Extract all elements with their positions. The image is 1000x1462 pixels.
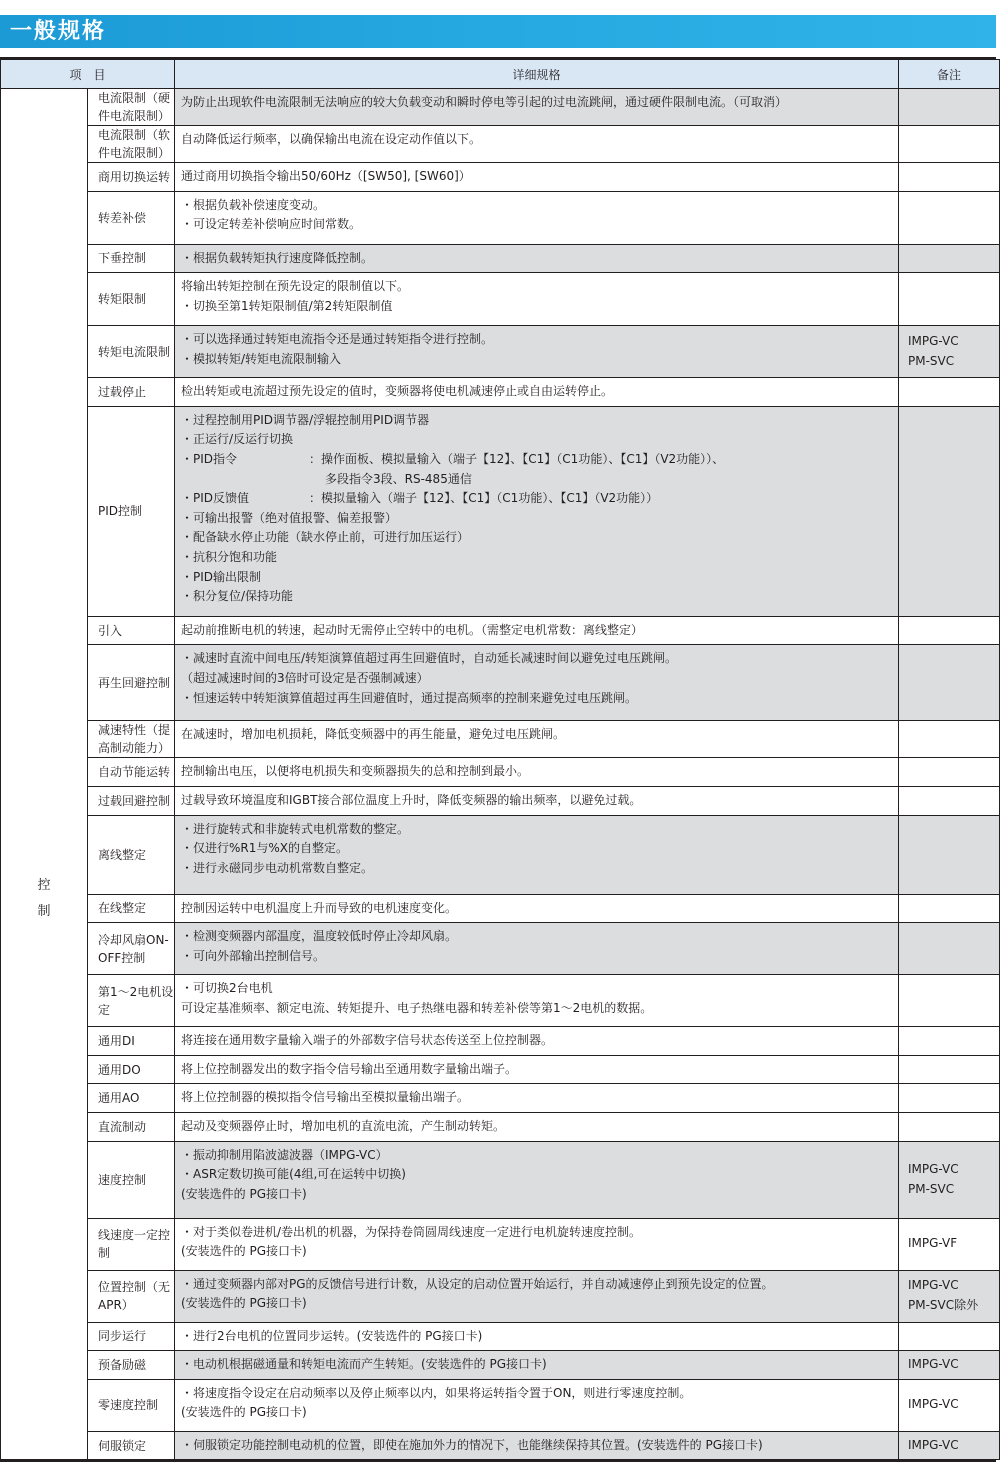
detail-line: 通过商用切换指令输出50/60Hz（[SW50], [SW60]） bbox=[181, 169, 471, 183]
detail-cell bbox=[175, 326, 899, 378]
table-row bbox=[1, 191, 1000, 244]
detail-line: 控制因运转中电机温度上升而导致的电机速度变化。 bbox=[181, 900, 458, 915]
detail-cell bbox=[175, 1322, 899, 1351]
detail-cell bbox=[175, 645, 899, 721]
table-row bbox=[1, 721, 1000, 758]
item-name: 同步运行 bbox=[88, 1322, 175, 1351]
table-row bbox=[1, 758, 1000, 787]
table-row bbox=[1, 1084, 1000, 1113]
detail-line: 可设定基准频率、额定电流、转矩提升、电子热继电器和转差补偿等第1～2电机的数据。 bbox=[181, 1000, 653, 1015]
table-row bbox=[1, 1055, 1000, 1084]
detail-line: 过载导致环境温度和IGBT接合部位温度上升时，降低变频器的输出频率，以避免过载。 bbox=[181, 792, 642, 807]
detail-line: 自动降低运行频率，以确保输出电流在设定动作值以下。 bbox=[181, 132, 482, 146]
detail-cell bbox=[175, 163, 899, 192]
note-cell bbox=[899, 1218, 1000, 1270]
detail-cell bbox=[175, 786, 899, 815]
item-name: PID控制 bbox=[88, 406, 175, 616]
item-name: 位置控制（无APR） bbox=[88, 1270, 175, 1322]
detail-line: ・根据负载转矩执行速度降低控制。 bbox=[181, 250, 374, 265]
detail-cell bbox=[175, 616, 899, 645]
detail-line: ・可切换2台电机 bbox=[181, 981, 273, 996]
detail-line: 多段指令3段、RS-485通信 bbox=[181, 471, 472, 486]
category-label: 控 bbox=[37, 878, 51, 894]
note-cell bbox=[899, 273, 1000, 326]
table-row bbox=[1, 1027, 1000, 1056]
table-row bbox=[1, 616, 1000, 645]
detail-line: (安装选件的 PG接口卡) bbox=[181, 1296, 307, 1311]
detail-cell bbox=[175, 1379, 899, 1431]
item-name: 电流限制（软件电流限制） bbox=[88, 126, 175, 163]
table-row bbox=[1, 89, 1000, 126]
note-cell bbox=[899, 1027, 1000, 1056]
note-cell bbox=[899, 326, 1000, 378]
note-cell bbox=[899, 1141, 1000, 1218]
detail-cell bbox=[175, 1027, 899, 1056]
detail-line: 将上位控制器发出的数字指令信号输出至通用数字量输出端子。 bbox=[181, 1061, 518, 1076]
note-cell bbox=[899, 126, 1000, 163]
table-row bbox=[1, 1218, 1000, 1270]
detail-line: ・ASR定数切换可能(4组,可在运转中切换) bbox=[181, 1167, 406, 1182]
table-row bbox=[1, 244, 1000, 273]
detail-line: ・根据负载补偿速度变动。 bbox=[181, 197, 326, 212]
item-name: 转矩限制 bbox=[88, 273, 175, 326]
table-row bbox=[1, 1112, 1000, 1141]
item-name: 过载回避控制 bbox=[88, 786, 175, 815]
note-line: IMPG-VC bbox=[908, 1397, 959, 1412]
detail-line: ・通过变频器内部对PG的反馈信号进行计数，从设定的启动位置开始运行，并自动减速停止到预先设定的位置。 bbox=[181, 1276, 774, 1291]
detail-line: 将上位控制器的模拟指令信号输出至模拟量输出端子。 bbox=[181, 1090, 470, 1105]
item-name: 预备励磁 bbox=[88, 1351, 175, 1380]
category-label: 制 bbox=[37, 904, 51, 920]
note-cell bbox=[899, 1084, 1000, 1113]
page-title: 一般规格 bbox=[10, 19, 107, 44]
detail-line: ・振动抑制用陷波滤波器（IMPG-VC） bbox=[181, 1147, 388, 1162]
detail-cell bbox=[175, 1141, 899, 1218]
detail-line: ・可向外部输出控制信号。 bbox=[181, 948, 326, 963]
table-row bbox=[1, 923, 1000, 975]
detail-line: ・对于类似卷进机/卷出机的机器，为保持卷筒圆周线速度一定进行电机旋转速度控制。 bbox=[181, 1224, 642, 1239]
detail-cell bbox=[175, 975, 899, 1027]
note-cell bbox=[899, 1270, 1000, 1322]
note-cell bbox=[899, 244, 1000, 273]
spec-table-body bbox=[1, 89, 1000, 1460]
table-row bbox=[1, 326, 1000, 378]
detail-cell bbox=[175, 815, 899, 894]
table-row bbox=[1, 1141, 1000, 1218]
item-name: 冷却风扇ON-OFF控制 bbox=[88, 923, 175, 975]
detail-cell bbox=[175, 894, 899, 923]
detail-cell bbox=[175, 244, 899, 273]
detail-cell bbox=[175, 1218, 899, 1270]
detail-line: （超过减速时间的3倍时可设定是否强制减速） bbox=[181, 670, 429, 685]
detail-line: ・可输出报警（绝对值报警、偏差报警） bbox=[181, 510, 398, 525]
detail-cell bbox=[175, 758, 899, 787]
detail-line: 为防止出现软件电流限制无法响应的较大负载变动和瞬时停电等引起的过电流跳闸，通过硬件限制电流。（可取消） bbox=[181, 95, 788, 109]
detail-line: ・配备缺水停止功能（缺水停止前，可进行加压运行） bbox=[181, 530, 470, 545]
item-name: 通用DI bbox=[88, 1027, 175, 1056]
item-name: 自动节能运转 bbox=[88, 758, 175, 787]
note-cell bbox=[899, 163, 1000, 192]
note-cell bbox=[899, 721, 1000, 758]
detail-line: ・进行旋转式和非旋转式电机常数的整定。 bbox=[181, 821, 410, 836]
item-name: 通用AO bbox=[88, 1084, 175, 1113]
detail-cell bbox=[175, 1431, 899, 1460]
detail-cell bbox=[175, 923, 899, 975]
item-name: 下垂控制 bbox=[88, 244, 175, 273]
note-cell bbox=[899, 406, 1000, 616]
note-cell bbox=[899, 1322, 1000, 1351]
detail-line: (安装选件的 PG接口卡) bbox=[181, 1405, 307, 1420]
detail-line: 检出转矩或电流超过预先设定的值时，变频器将使电机减速停止或自由运转停止。 bbox=[181, 384, 614, 399]
table-row bbox=[1, 975, 1000, 1027]
item-name: 再生回避控制 bbox=[88, 645, 175, 721]
table-row bbox=[1, 378, 1000, 407]
detail-cell bbox=[175, 721, 899, 758]
header-item: 项 目 bbox=[1, 60, 175, 89]
detail-cell bbox=[175, 89, 899, 126]
note-line: PM-SVC bbox=[908, 1181, 955, 1196]
table-row bbox=[1, 163, 1000, 192]
note-cell bbox=[899, 1055, 1000, 1084]
detail-line: 控制输出电压，以便将电机损失和变频器损失的总和控制到最小。 bbox=[181, 764, 530, 779]
item-name: 过载停止 bbox=[88, 378, 175, 407]
note-cell bbox=[899, 975, 1000, 1027]
item-name: 通用DO bbox=[88, 1055, 175, 1084]
note-cell bbox=[899, 786, 1000, 815]
detail-line: ・正运行/反运行切换 bbox=[181, 432, 294, 447]
detail-cell bbox=[175, 1270, 899, 1322]
detail-cell bbox=[175, 1084, 899, 1113]
detail-line: 将连接在通用数字量输入端子的外部数字信号状态传送至上位控制器。 bbox=[181, 1033, 554, 1048]
detail-line: ・检测变频器内部温度，温度较低时停止冷却风扇。 bbox=[181, 929, 458, 944]
item-name: 伺服锁定 bbox=[88, 1431, 175, 1460]
table-row bbox=[1, 1351, 1000, 1380]
note-cell bbox=[899, 923, 1000, 975]
detail-line: ・电动机根据磁通量和转矩电流而产生转矩。(安装选件的 PG接口卡) bbox=[181, 1357, 547, 1372]
detail-line: ・PID输出限制 bbox=[181, 569, 262, 584]
table-row bbox=[1, 815, 1000, 894]
note-cell bbox=[899, 645, 1000, 721]
detail-cell bbox=[175, 1112, 899, 1141]
header-row bbox=[1, 60, 1000, 89]
section-banner bbox=[0, 15, 996, 48]
item-name: 引入 bbox=[88, 616, 175, 645]
detail-cell bbox=[175, 126, 899, 163]
detail-line: 将输出转矩控制在预先设定的限制值以下。 bbox=[181, 279, 410, 294]
table-row bbox=[1, 894, 1000, 923]
note-line: IMPG-VF bbox=[908, 1236, 958, 1251]
item-name: 商用切换运转 bbox=[88, 163, 175, 192]
detail-line: ・可以选择通过转矩电流指令还是通过转矩指令进行控制。 bbox=[181, 332, 494, 347]
note-line: IMPG-VC bbox=[908, 1278, 959, 1293]
note-line: IMPG-VC bbox=[908, 1357, 959, 1372]
item-name: 速度控制 bbox=[88, 1141, 175, 1218]
detail-line: (安装选件的 PG接口卡) bbox=[181, 1244, 307, 1259]
item-name: 离线整定 bbox=[88, 815, 175, 894]
detail-line: ・切换至第1转矩限制值/第2转矩限制值 bbox=[181, 298, 393, 313]
note-cell bbox=[899, 815, 1000, 894]
note-cell bbox=[899, 89, 1000, 126]
table-row bbox=[1, 1270, 1000, 1322]
detail-cell bbox=[175, 378, 899, 407]
detail-line: ・PID指令 ：操作面板、模拟量输入（端子【12】、【C1】（C1功能）、【C1】（V2功能））、 bbox=[181, 451, 725, 466]
item-name: 电流限制（硬件电流限制） bbox=[88, 89, 175, 126]
note-line: PM-SVC除外 bbox=[908, 1298, 979, 1313]
detail-line: ・过程控制用PID调节器/浮辊控制用PID调节器 bbox=[181, 412, 430, 427]
note-line: IMPG-VC bbox=[908, 334, 959, 349]
item-name: 第1～2电机设定 bbox=[88, 975, 175, 1027]
detail-line: ・仅进行%R1与%X的自整定。 bbox=[181, 841, 348, 856]
table-row bbox=[1, 406, 1000, 616]
table-row bbox=[1, 1322, 1000, 1351]
detail-line: (安装选件的 PG接口卡) bbox=[181, 1186, 307, 1201]
detail-line: ・进行2台电机的位置同步运转。(安装选件的 PG接口卡) bbox=[181, 1328, 483, 1343]
detail-line: 起动及变频器停止时，增加电机的直流电流，产生制动转矩。 bbox=[181, 1118, 506, 1133]
item-name: 零速度控制 bbox=[88, 1379, 175, 1431]
table-row bbox=[1, 1379, 1000, 1431]
detail-cell bbox=[175, 1055, 899, 1084]
note-cell bbox=[899, 616, 1000, 645]
detail-line: ・可设定转差补偿响应时间常数。 bbox=[181, 217, 362, 232]
item-name: 转差补偿 bbox=[88, 191, 175, 244]
note-cell bbox=[899, 191, 1000, 244]
note-cell bbox=[899, 894, 1000, 923]
note-cell bbox=[899, 758, 1000, 787]
note-cell bbox=[899, 1351, 1000, 1380]
detail-line: ・模拟转矩/转矩电流限制输入 bbox=[181, 351, 342, 366]
item-name: 减速特性（提高制动能力） bbox=[88, 721, 175, 758]
detail-line: ・PID反馈值 ：模拟量输入（端子【12】、【C1】（C1功能）、【C1】（V2功能）） bbox=[181, 491, 659, 506]
item-name: 转矩电流限制 bbox=[88, 326, 175, 378]
table-row bbox=[1, 126, 1000, 163]
note-line: IMPG-VC bbox=[908, 1161, 959, 1176]
detail-cell bbox=[175, 191, 899, 244]
note-cell bbox=[899, 378, 1000, 407]
note-cell bbox=[899, 1112, 1000, 1141]
detail-line: ・伺服锁定功能控制电动机的位置，即使在施加外力的情况下，也能继续保持其位置。(安装选件的 PG接口卡) bbox=[181, 1437, 763, 1452]
category-cell bbox=[1, 89, 88, 1460]
detail-cell bbox=[175, 1351, 899, 1380]
detail-line: ・减速时直流中间电压/转矩演算值超过再生回避值时，自动延长减速时间以避免过电压跳闸。 bbox=[181, 651, 678, 666]
item-name: 直流制动 bbox=[88, 1112, 175, 1141]
header-note: 备注 bbox=[899, 60, 1000, 89]
detail-line: ・抗积分饱和功能 bbox=[181, 549, 278, 564]
detail-line: ・恒速运转中转矩演算值超过再生回避值时，通过提高频率的控制来避免过电压跳闸。 bbox=[181, 690, 638, 705]
item-name: 线速度一定控制 bbox=[88, 1218, 175, 1270]
item-name: 在线整定 bbox=[88, 894, 175, 923]
note-line: IMPG-VC bbox=[908, 1437, 959, 1452]
table-row bbox=[1, 786, 1000, 815]
detail-cell bbox=[175, 406, 899, 616]
note-cell bbox=[899, 1379, 1000, 1431]
spec-table bbox=[0, 59, 1000, 1460]
detail-line: 起动前推断电机的转速，起动时无需停止空转中的电机。（需整定电机常数：离线整定） bbox=[181, 622, 644, 637]
note-line: PM-SVC bbox=[908, 353, 955, 368]
detail-line: 在减速时，增加电机损耗，降低变频器中的再生能量，避免过电压跳闸。 bbox=[181, 727, 566, 742]
detail-line: ・将速度指令设定在启动频率以及停止频率以内，如果将运转指令置于ON，则进行零速度控制。 bbox=[181, 1385, 692, 1400]
table-row bbox=[1, 1431, 1000, 1460]
table-row bbox=[1, 645, 1000, 721]
detail-cell bbox=[175, 273, 899, 326]
detail-line: ・进行永磁同步电动机常数自整定。 bbox=[181, 860, 374, 875]
header-detail: 详细规格 bbox=[175, 60, 899, 89]
note-cell bbox=[899, 1431, 1000, 1460]
detail-line: ・积分复位/保持功能 bbox=[181, 589, 294, 604]
table-row bbox=[1, 273, 1000, 326]
